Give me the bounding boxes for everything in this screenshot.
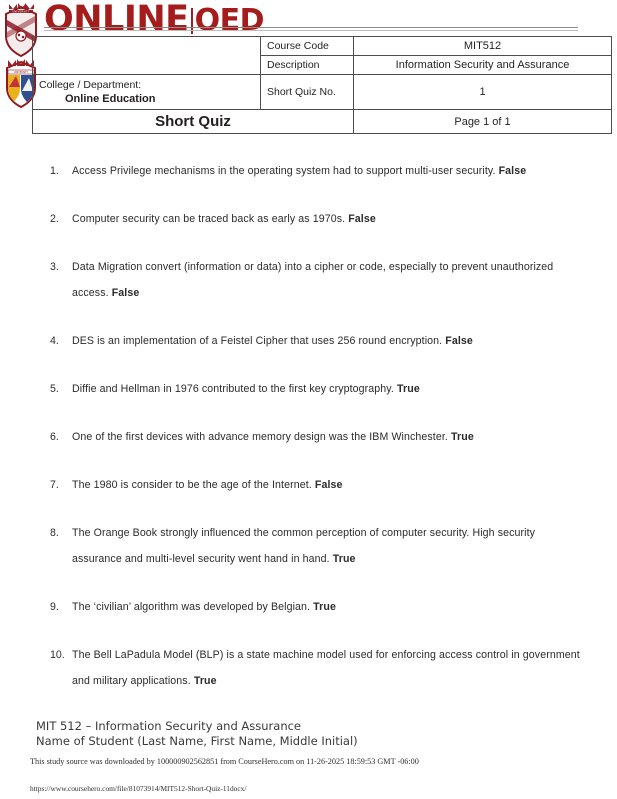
table-row	[33, 37, 612, 56]
question-body	[72, 472, 580, 498]
question-answer: False	[498, 165, 527, 177]
question-statement: The Bell LaPadula Model (BLP) is a state machine model used for enforcing access control in government and military applications.	[72, 649, 580, 687]
footer-student-line: Name of Student (Last Name, First Name, Middle Initial)	[36, 734, 358, 748]
question-statement: Diffie and Hellman in 1976 contributed to the first key cryptography.	[72, 383, 394, 395]
question-number: 5.	[50, 383, 59, 395]
question-body	[72, 328, 580, 354]
question-number: 8.	[50, 527, 59, 539]
question-body	[72, 376, 580, 402]
page-indicator: Page 1 of 1	[354, 110, 612, 134]
question-statement: The Orange Book strongly influenced the common perception of computer security. High security assurance and multi-level security went hand in hand.	[72, 527, 536, 565]
question-body	[72, 594, 580, 620]
question-number: 1.	[50, 165, 59, 177]
wordmark-online: ONLINE	[44, 0, 189, 39]
quiz-question-item	[50, 206, 580, 232]
question-statement: Access Privilege mechanisms in the operating system had to support multi-user security.	[72, 165, 496, 177]
short-quiz-no-label: Short Quiz No.	[261, 75, 354, 110]
question-body	[72, 158, 580, 184]
quiz-question-item	[50, 424, 580, 450]
question-body	[72, 642, 580, 694]
quiz-question-item	[50, 376, 580, 402]
quiz-question-item	[50, 254, 580, 306]
question-answer: False	[445, 335, 473, 347]
table-row	[33, 110, 612, 134]
online-oed-wordmark	[44, 0, 294, 40]
question-statement: Data Migration convert (information or data) into a cipher or code, especially to prevent unauthorized access.	[72, 261, 554, 299]
question-body	[72, 254, 580, 306]
question-statement: The 1980 is consider to be the age of the Internet.	[72, 479, 312, 491]
question-number: 10.	[50, 649, 65, 661]
question-number: 2.	[50, 213, 59, 225]
quiz-question-item	[50, 472, 580, 498]
question-answer: True	[451, 431, 474, 443]
quiz-question-item	[50, 328, 580, 354]
question-statement: The ‘civilian’ algorithm was developed by Belgian.	[72, 601, 311, 613]
question-answer: True	[332, 553, 356, 565]
coursehero-url[interactable]: https://www.coursehero.com/file/81073914/MIT512-Short-Quiz-11docx/	[30, 784, 247, 793]
question-number: 7.	[50, 479, 59, 491]
question-answer: False	[348, 213, 376, 225]
question-statement: One of the first devices with advance memory design was the IBM Winchester.	[72, 431, 448, 443]
short-quiz-no-value: 1	[354, 75, 612, 110]
question-answer: False	[111, 287, 140, 299]
question-number: 9.	[50, 601, 59, 613]
college-department-label: College / Department:	[39, 79, 142, 91]
quiz-question-item	[50, 642, 580, 694]
question-body	[72, 520, 580, 572]
quiz-question-item	[50, 520, 580, 572]
description-value: Information Security and Assurance	[354, 56, 612, 75]
question-statement: Computer security can be traced back as early as 1970s.	[72, 213, 346, 225]
coursehero-watermark: This study source was downloaded by 100000902562851 from CourseHero.com on 11-26-2025 18:59:53 GMT -06:00	[30, 757, 419, 766]
question-answer: False	[314, 479, 343, 491]
wordmark-oed: OED	[194, 3, 264, 38]
quiz-question-item	[50, 158, 580, 184]
header-blank-cell	[33, 37, 261, 75]
question-number: 6.	[50, 431, 59, 443]
question-answer: True	[397, 383, 420, 395]
question-answer: True	[193, 675, 217, 687]
college-department-cell	[33, 75, 261, 110]
svg-text:UNIVERSITY: UNIVERSITY	[13, 71, 29, 75]
quiz-info-table	[32, 36, 612, 134]
header-rule	[44, 27, 578, 28]
document-footer	[36, 719, 576, 749]
quiz-question-item	[50, 594, 580, 620]
document-title: Short Quiz	[33, 110, 354, 134]
question-number: 3.	[50, 261, 59, 273]
course-code-label: Course Code	[261, 37, 354, 56]
table-row	[33, 75, 612, 110]
question-answer: True	[313, 601, 336, 613]
quiz-question-list	[50, 158, 580, 716]
question-body	[72, 206, 580, 232]
question-body	[72, 424, 580, 450]
header-rule-secondary	[44, 30, 578, 31]
course-code-value: MIT512	[354, 37, 612, 56]
footer-course-line: MIT 512 – Information Security and Assurance	[36, 719, 301, 733]
description-label: Description	[261, 56, 354, 75]
svg-text:UNIVERSITY: UNIVERSITY	[12, 10, 30, 14]
college-department-value: Online Education	[65, 93, 156, 105]
question-number: 4.	[50, 335, 59, 347]
question-statement: DES is an implementation of a Feistel Cipher that uses 256 round encryption.	[72, 335, 443, 347]
